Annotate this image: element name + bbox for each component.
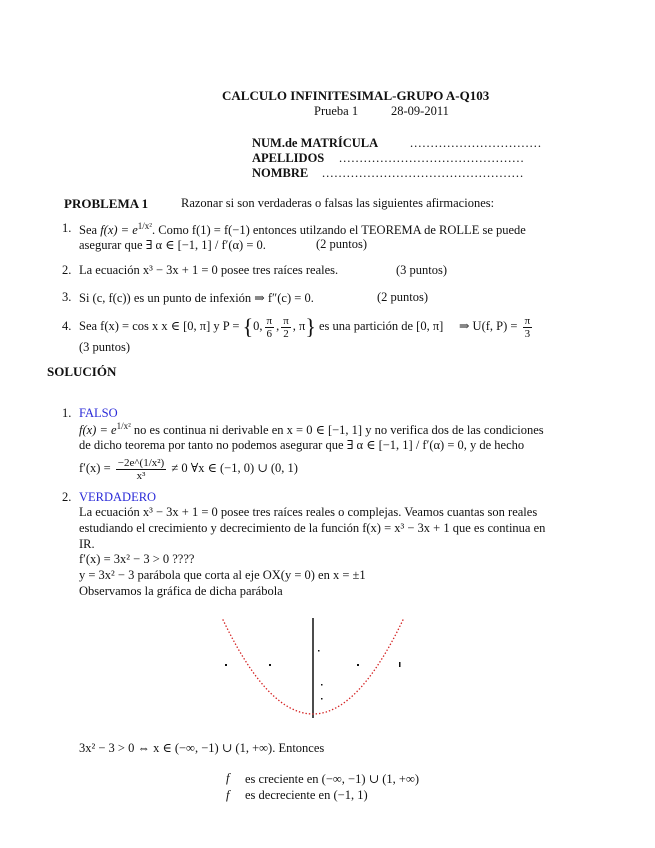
item-1-num: 1. xyxy=(62,221,72,235)
sol-2-line6: Observamos la gráfica de dicha parábola xyxy=(79,584,283,598)
exam-title: CALCULO INFINITESIMAL-GRUPO A-Q103 xyxy=(222,88,490,103)
sol-2-line2: estudiando el crecimiento y decrecimiento de la función f(x) = x³ − 3x + 1 que es continua en xyxy=(79,521,546,535)
sol-2-line1: La ecuación x³ − 3x + 1 = 0 posee tres raíces reales o complejas. Veamos cuantas son reales xyxy=(79,505,538,519)
sol-2-line8: es creciente en (−∞, −1) ∪ (1, +∞) xyxy=(245,772,420,786)
item-1-line2: asegurar que ∃ α ∈ [−1, 1] / f′(α) = 0. xyxy=(79,238,266,252)
root-mark-right xyxy=(357,664,359,666)
item-3-text: Si (c, f(c)) es un punto de infexión ⇒ f″(c) = 0. xyxy=(79,291,314,305)
axis-tick-right xyxy=(399,662,401,667)
y-tick-2 xyxy=(321,684,323,686)
field-apellidos-label: APELLIDOS xyxy=(252,151,325,165)
sol-2-line8-f: f xyxy=(226,771,230,785)
axis-tick-left xyxy=(225,664,227,666)
item-4-text: Sea f(x) = cos x x ∈ [0, π] y P = {0, $\frac{\pi}{6}$ , $\frac{\pi}{2}$ , π} es una partición de [0, π] ⇒ U(f, P) = $\frac{\pi}{3}$ xyxy=(79,314,531,340)
sol-1-line2: de dicho teorema por tanto no podemos asegurar que ∃ α ∈ [−1, 1] / f′(α) = 0, y de hecho xyxy=(79,438,525,452)
item-2-text: La ecuación x³ − 3x + 1 = 0 posee tres raíces reales. xyxy=(79,263,339,277)
sol-2-line7: 3x² − 3 > 0 ⇔ x ∈ (−∞, −1) ∪ (1, +∞). Entonces xyxy=(79,741,325,755)
item-2-num: 2. xyxy=(62,263,72,277)
root-mark-left xyxy=(269,664,271,666)
sol-1-num: 1. xyxy=(62,406,72,420)
field-apellidos-dots[interactable]: ............................................. xyxy=(339,151,525,165)
item-3-num: 3. xyxy=(62,290,72,304)
sol-1-line3: f′(x) = $\frac{\text{−2e\textasciicircum{}(1/x²)}}{\text{x³}}$ ≠ 0 ∀x ∈ (−1, 0) ∪ (0, 1) xyxy=(79,456,298,482)
field-matricula-label: NUM.de MATRÍCULA xyxy=(252,136,379,150)
item-4-num: 4. xyxy=(62,319,72,333)
sol-1-verdict: FALSO xyxy=(79,406,118,420)
item-1-points: (2 puntos) xyxy=(316,237,368,251)
y-tick-3 xyxy=(321,698,323,700)
sol-2-line4: f′(x) = 3x² − 3 > 0 ???? xyxy=(79,552,195,566)
parabola-graph xyxy=(210,612,420,722)
exam-name: Prueba 1 xyxy=(314,104,359,118)
sol-1-line1: $f(x) = e^{1/x^2}$ no es continua ni derivable en x = 0 ∈ [−1, 1] y no verifica dos de las condiciones xyxy=(79,421,544,438)
y-tick-1 xyxy=(318,650,320,652)
item-2-points: (3 puntos) xyxy=(396,263,448,277)
sol-2-line9: es decreciente en (−1, 1) xyxy=(245,788,368,802)
item-1-line1: Sea $f(x) = e^{1/x^2}$. Como f(1) = f(−1) entonces utilzando el TEOREMA de ROLLE se puede xyxy=(79,221,526,238)
sol-2-verdict: VERDADERO xyxy=(79,490,157,504)
sol-2-line3: IR. xyxy=(79,537,95,551)
problem-intro: Razonar si son verdaderas o falsas las siguientes afirmaciones: xyxy=(181,196,495,210)
sol-2-line9-f: f xyxy=(226,788,230,802)
solution-heading: SOLUCIÓN xyxy=(47,364,117,379)
sol-2-num: 2. xyxy=(62,490,72,504)
exam-date: 28-09-2011 xyxy=(391,104,449,118)
problem-heading: PROBLEMA 1 xyxy=(64,196,149,211)
item-4-points: (3 puntos) xyxy=(79,340,131,354)
sol-2-line5: y = 3x² − 3 parábola que corta al eje OX(y = 0) en x = ±1 xyxy=(79,568,366,582)
item-3-points: (2 puntos) xyxy=(377,290,429,304)
field-nombre-dots[interactable]: ................................................. xyxy=(322,166,525,180)
field-nombre-label: NOMBRE xyxy=(252,166,309,180)
field-matricula-dots[interactable]: ................................ xyxy=(410,136,542,150)
